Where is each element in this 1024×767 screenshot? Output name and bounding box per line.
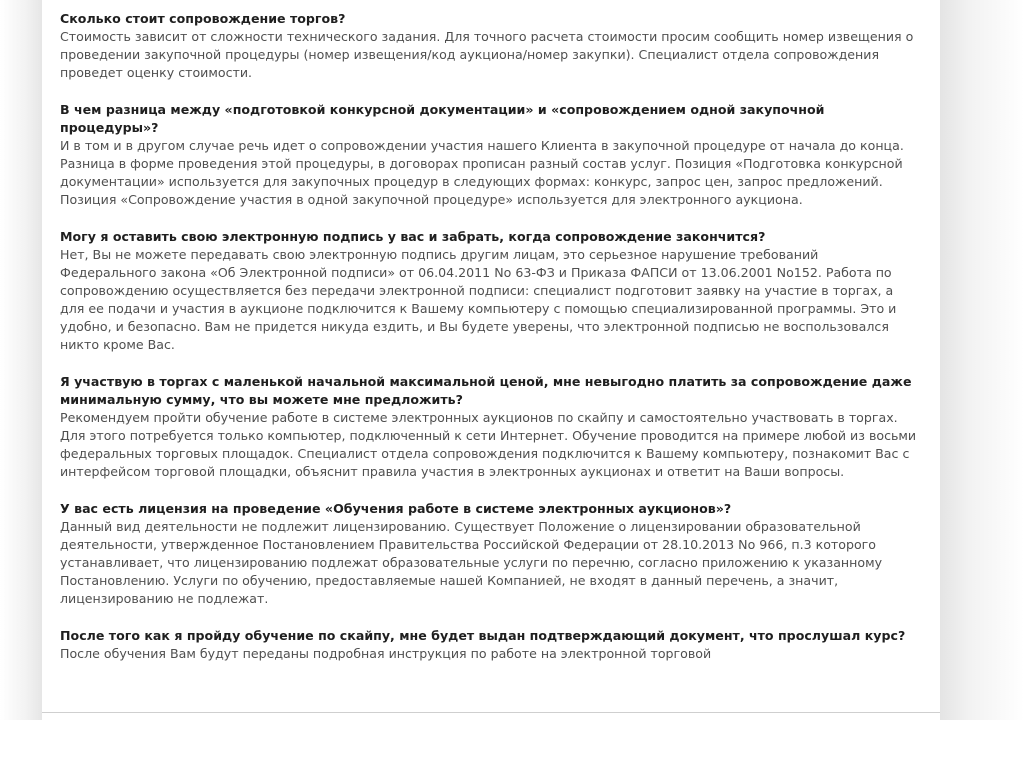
- faq-question: У вас есть лицензия на проведение «Обучения работе в системе электронных аукционов»?: [60, 501, 732, 516]
- faq-item: [60, 627, 918, 663]
- faq-question: Сколько стоит сопровождение торгов?: [60, 11, 346, 26]
- right-shadow: [940, 0, 1024, 720]
- faq-answer: После обучения Вам будут переданы подробная инструкция по работе на электронной торговой: [60, 646, 712, 661]
- faq-item: [60, 10, 918, 82]
- faq-question: Могу я оставить свою электронную подпись у вас и забрать, когда сопровождение закончится?: [60, 229, 766, 244]
- left-shadow: [0, 0, 42, 720]
- faq-question: В чем разница между «подготовкой конкурсной документации» и «сопровождением одной закупочной процедуры»?: [60, 102, 825, 135]
- faq-item: [60, 101, 918, 209]
- faq-item: [60, 500, 918, 608]
- faq-item: [60, 373, 918, 481]
- faq-answer: Стоимость зависит от сложности технического задания. Для точного расчета стоимости просим сообщить номер извещения о проведении закупочной процедуры (номер извещения/код аукциона/номер закупки). Специалист отдела сопровождения проведет оценку стоимости.: [60, 29, 914, 80]
- faq-answer: Данный вид деятельности не подлежит лицензированию. Существует Положение о лицензировании образовательной деятельности, утвержденное Постановлением Правительства Российской Федерации от 28.10.2013 No 966, п.3 которого устанавливает, что лицензированию подлежат образовательные услуги по перечню, согласно приложению к указанному Постановлению. Услуги по обучению, предоставляемые нашей Компанией, не входят в данный перечень, а значит, лицензированию не подлежат.: [60, 519, 883, 606]
- document-page: [42, 0, 940, 713]
- faq-item: [60, 228, 918, 354]
- faq-question: После того как я пройду обучение по скайпу, мне будет выдан подтверждающий документ, что прослушал курс?: [60, 628, 906, 643]
- faq-answer: И в том и в другом случае речь идет о сопровождении участия нашего Клиента в закупочной процедуре от начала до конца. Разница в форме проведения этой процедуры, в договорах прописан разный состав услуг. Позиция «Подготовка конкурсной документации» используется для закупочных процедур в следующих формах: конкурс, запрос цен, запрос предложений. Позиция «Сопровождение участия в одной закупочной процедуре» используется для электронного аукциона.: [60, 138, 904, 207]
- faq-question: Я участвую в торгах с маленькой начальной максимальной ценой, мне невыгодно платить за сопровождение даже минимальную сумму, что вы можете мне предложить?: [60, 374, 912, 407]
- faq-answer: Нет, Вы не можете передавать свою электронную подпись другим лицам, это серьезное нарушение требований Федерального закона «Об Электронной подписи» от 06.04.2011 No 63-ФЗ и Приказа ФАПСИ от 13.06.2001 No152. Работа по сопровождению осуществляется без передачи электронной подписи: специалист подготовит заявку на участие в торгах, а для ее подачи и участия в аукционе подключится к Вашему компьютеру с помощью специализированной программы. Это и удобно, и безопасно. Вам не придется никуда ездить, и Вы будете уверены, что электронной подписью не воспользовался никто кроме Вас.: [60, 247, 897, 352]
- faq-answer: Рекомендуем пройти обучение работе в системе электронных аукционов по скайпу и самостоятельно участвовать в торгах. Для этого потребуется только компьютер, подключенный к сети Интернет. Обучение проводится на примере любой из восьми федеральных торговых площадок. Специалист отдела сопровождения подключится к Вашему компьютеру, познакомит Вас с интерфейсом торговой площадки, объяснит правила участия в электронных аукционах и ответит на Ваши вопросы.: [60, 410, 917, 479]
- faq-list: [60, 10, 918, 682]
